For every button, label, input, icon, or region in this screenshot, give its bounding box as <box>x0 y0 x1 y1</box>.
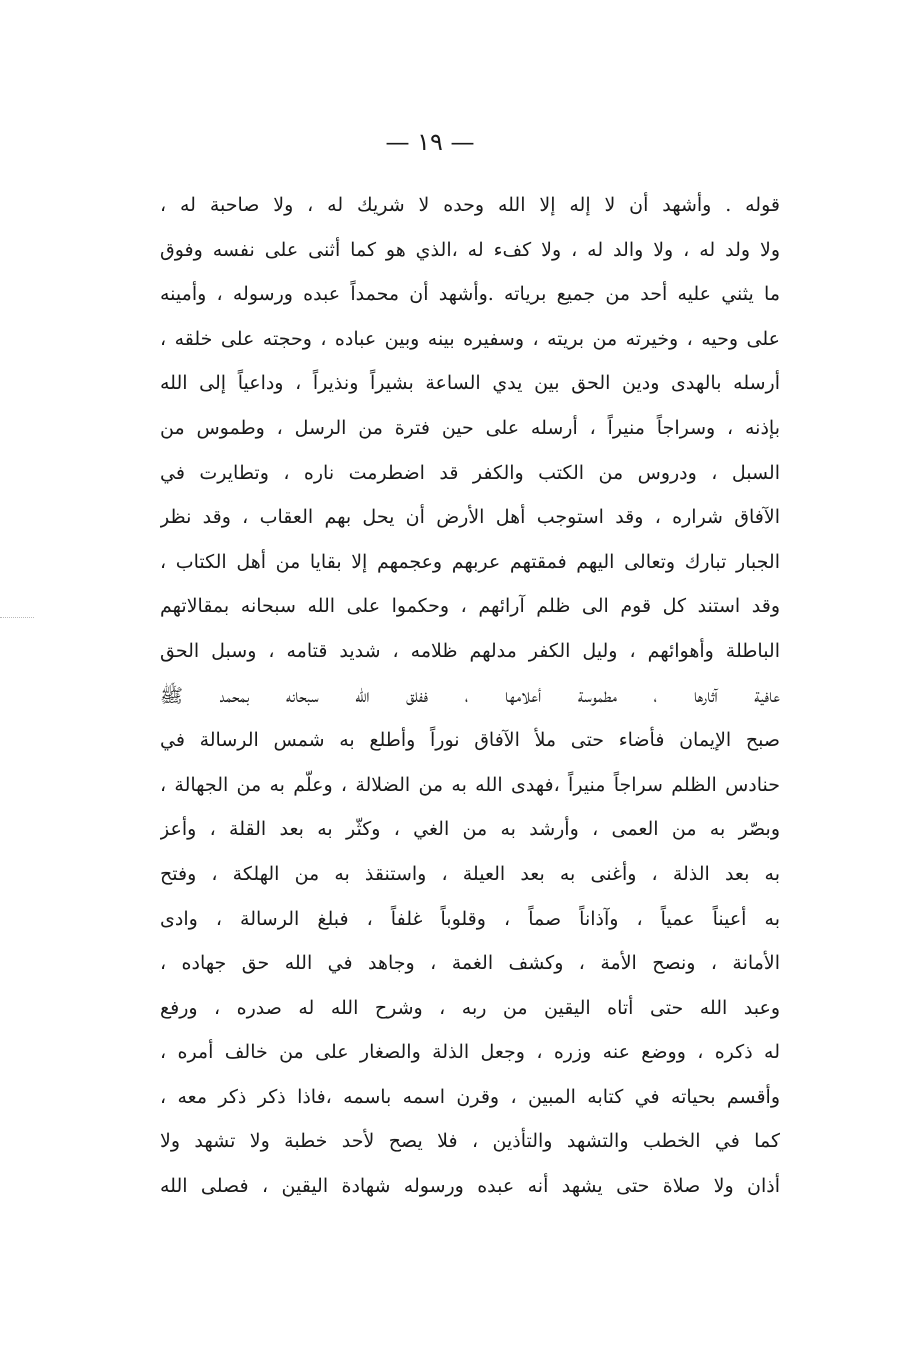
text-line: به أعيناً عمياً ، وآذاناً صماً ، وقلوباً غلفاً ، فبلغ الرسالة ، وادى <box>160 907 780 930</box>
text-line: السبل ، ودروس من الكتب والكفر قد اضطرمت ناره ، وتطايرت في <box>160 461 780 484</box>
text-line: وقد استند كل قوم الى ظلم آرائهم ، وحكموا على الله سبحانه بمقالاتهم <box>160 595 780 618</box>
text-line: كما في الخطب والتشهد والتأذين ، فلا يصح لأحد خطبة ولا تشهد ولا <box>160 1130 780 1153</box>
text-line: قوله . وأشهد أن لا إله إلا الله وحده لا شريك له ، ولا صاحبة له ، <box>160 194 780 216</box>
margin-scan-mark <box>0 617 34 618</box>
page-number: — ١٩ — <box>385 128 475 156</box>
text-line: صبح الإيمان فأضاء حتى ملأ الآفاق نوراً وأطلع به شمس الرسالة في <box>160 729 780 752</box>
text-line: الآفاق شراره ، وقد استوجب أهل الأرض أن يحل بهم العقاب ، وقد نظر <box>160 506 780 529</box>
text-line: الجبار تبارك وتعالى اليهم فمقتهم عربهم وعجمهم إلا بقايا من أهل الكتاب ، <box>160 550 780 573</box>
body-text <box>160 183 780 1209</box>
text-line: ما يثني عليه أحد من جميع برياته .وأشهد أن محمداً عبده ورسوله ، وأمينه <box>160 283 780 306</box>
text-line: له ذكره ، ووضع عنه وزره ، وجعل الذلة والصغار على من خالف أمره ، <box>160 1041 780 1064</box>
text-line: به بعد الذلة ، وأغنى به بعد العيلة ، واستنقذ به من الهلكة ، وفتح <box>160 862 780 885</box>
text-line: أرسله بالهدى ودين الحق بين يدي الساعة بشيراً ونذيراً ، وداعياً إلى الله <box>160 372 780 395</box>
text-line: أذان ولا صلاة حتى يشهد أنه عبده ورسوله شهادة اليقين ، فصلى الله <box>160 1175 780 1198</box>
text-line: على وحيه ، وخيرته من بريته ، وسفيره بينه وبين عباده ، وحجته على خلقه ، <box>160 327 780 350</box>
text-line: عافية آثارها ، مطموسة أعلامها ، ففلق الله سبحانه بمحمد ﷺ <box>160 684 780 707</box>
text-line: الباطلة وأهوائهم ، وليل الكفر مدلهم ظلامه ، شديد قتامه ، وسبل الحق <box>160 639 780 662</box>
text-line: بإذنه ، وسراجاً منيراً ، أرسله على حين فترة من الرسل ، وطموس من <box>160 416 780 439</box>
text-line: وعبد الله حتى أتاه اليقين من ربه ، وشرح الله له صدره ، ورفع <box>160 996 780 1019</box>
text-line: وبصّر به من العمى ، وأرشد به من الغي ، وكثّر به بعد القلة ، وأعز <box>160 818 780 841</box>
text-line: حنادس الظلم سراجاً منيراً ،فهدى الله به من الضلالة ، وعلّم به من الجهالة ، <box>160 773 780 796</box>
text-line: وأقسم بحياته في كتابه المبين ، وقرن اسمه باسمه ،فاذا ذكر ذكر معه ، <box>160 1085 780 1108</box>
text-line: الأمانة ، ونصح الأمة ، وكشف الغمة ، وجاهد في الله حق جهاده ، <box>160 952 780 975</box>
text-line: ولا ولد له ، ولا والد له ، ولا كفء له ،الذي هو كما أثنى على نفسه وفوق <box>160 238 780 261</box>
